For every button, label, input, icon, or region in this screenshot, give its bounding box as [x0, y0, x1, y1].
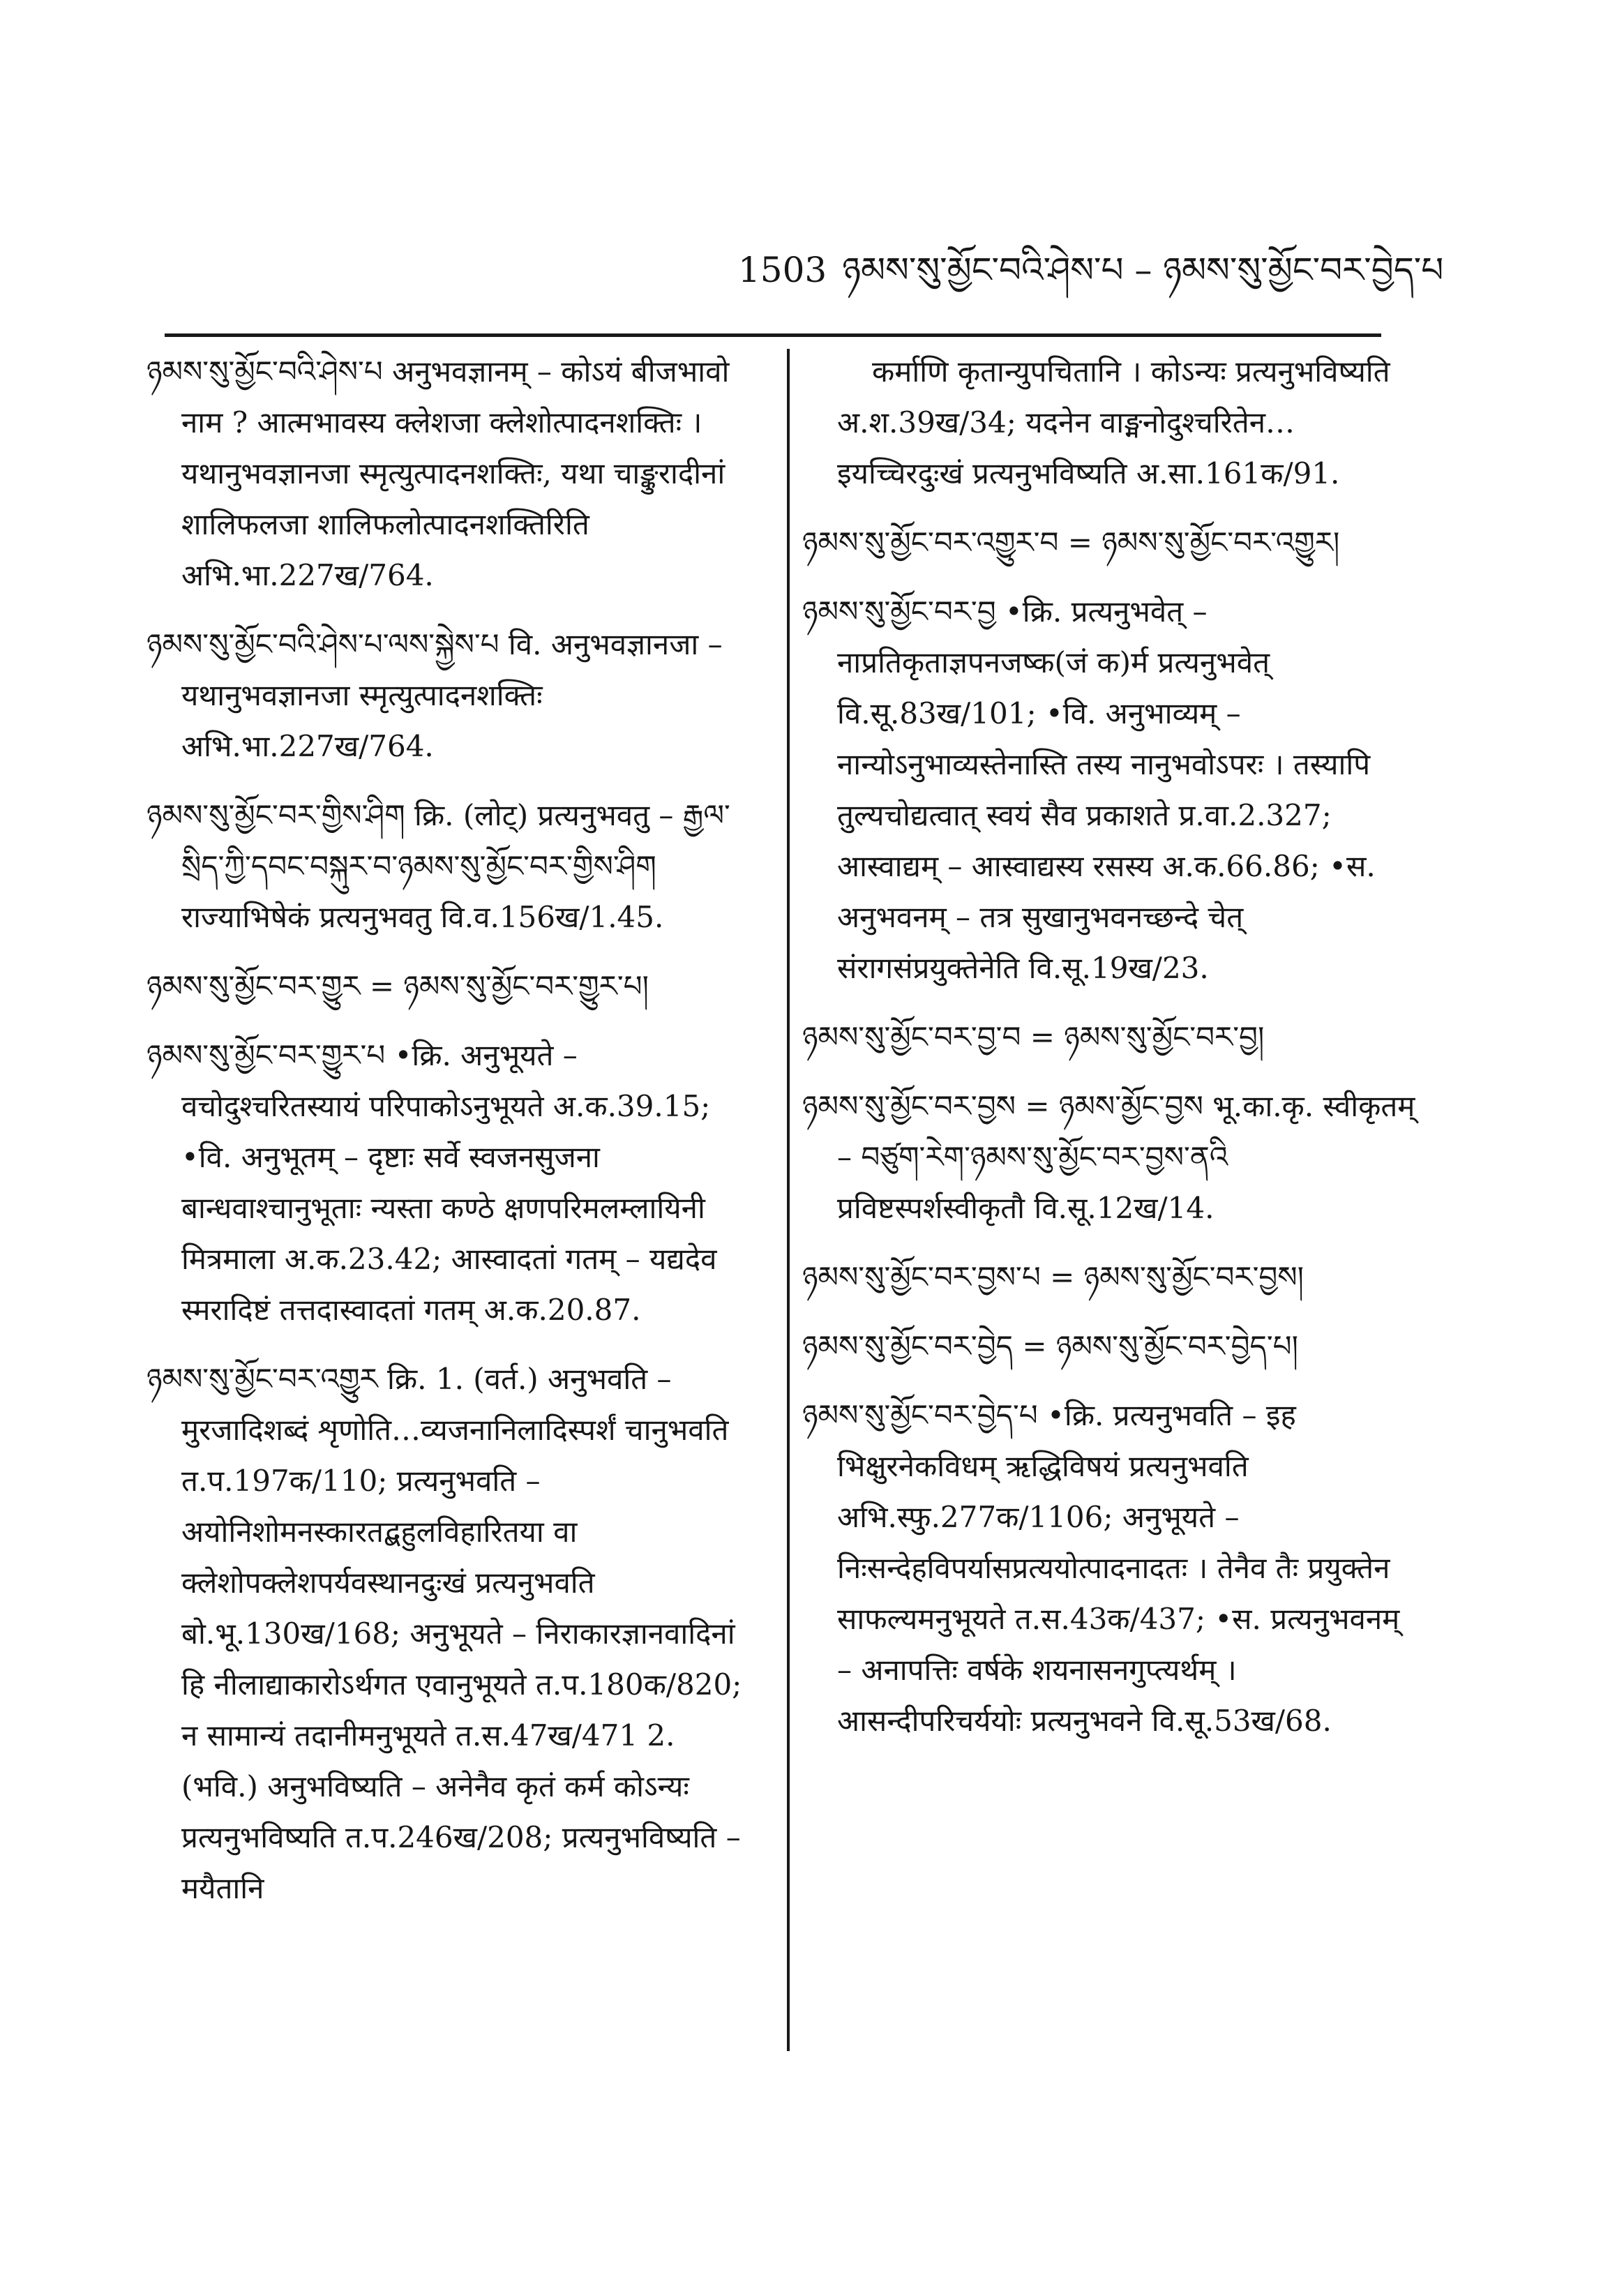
dictionary-entry-continued: कर्माणि कृतान्युपचितानि । कोऽन्यः प्रत्यनुभविष्यति अ.श.39ख/34; यदनेन वाङ्मनोदुश्चरितेन… इयच्चिरदुःखं प्रत्यनुभविष्यति अ.सा.161क/91. [837, 354, 1390, 490]
dictionary-entry: ཉམས་སུ་མྱོང་བར་འགྱུར क्रि. 1. (वर्त.) अनुभवति – मुरजादिशब्दं शृणोति…व्यजनानिलादिस्पर्शं चानुभवति त.प.197क/110; प्रत्यनुभवति – अयोनिशोमनस्कारतद्बहुलविहारितया वा क्लेशोपक्लेशपर्यवस्थानदुःखं प्रत्यनुभवति बो.भू.130ख/168; अनुभूयते – निराकारज्ञानवादिनां हि नीलाद्याकारोऽर्थगत एवानुभूयते त.प.180क/820; न सामान्यं तदानीमनुभूयते त.स.47ख/471 2. (भवि.) अनुभविष्यति – अनेनैव कृतं कर्म कोऽन्यः प्रत्यनुभविष्यति त.प.246ख/208; प्रत्यनुभविष्यति – मयैतानि [146, 1362, 742, 1905]
column-divider [787, 349, 790, 2051]
running-head: ཉམས་སུ་མྱོང་བའི་ཤེས་པ – ཉམས་སུ་མྱོང་བར་བྱེད་པ [842, 250, 1444, 290]
dictionary-entry: ཉམས་སུ་མྱོང་བར་བྱས་པ = ཉམས་སུ་མྱོང་བར་བྱས། [802, 1260, 1304, 1294]
header-rule [165, 333, 1381, 337]
left-column [146, 346, 760, 1932]
dictionary-entry: ཉམས་སུ་མྱོང་བར་བྱེད་པ •क्रि. प्रत्यनुभवति – इह भिक्षुरनेकविधम् ऋद्धिविषयं प्रत्यनुभवति अभि.स्फु.277क/1106; अनुभूयते – निःसन्देहविपर्यासप्रत्ययोत्पादनादतः । तेनैव तैः प्रयुक्तेन साफल्यमनुभूयते त.स.43क/437; •स. प्रत्यनुभवनम् – अनापत्तिः वर्षके शयनासनगुप्त्यर्थम् । आसन्दीपरिचर्ययोः प्रत्यनुभवने वि.सू.53ख/68. [802, 1398, 1400, 1738]
dictionary-entry: ཉམས་སུ་མྱོང་བར་བྱས = ཉམས་མྱོང་བྱས भू.का.कृ. स्वीकृतम् – བཙུག་རེག་ཉམས་སུ་མྱོང་བར་བྱས་ནའི प्रविष्टस्पर्शस्वीकृतौ वि.सू.12ख/14. [802, 1089, 1415, 1225]
dictionary-entry: ཉམས་སུ་མྱོང་བར་བྱ་བ = ཉམས་སུ་མྱོང་བར་བྱ། [802, 1020, 1265, 1054]
dictionary-entry: ཉམས་སུ་མྱོང་བར་གྱུར = ཉམས་སུ་མྱོང་བར་གྱུར་པ། [146, 969, 649, 1003]
dictionary-entry: ཉམས་སུ་མྱོང་བར་གྱུར་པ •क्रि. अनुभूयते – वचोदुश्चरितस्यायं परिपाकोऽनुभूयते अ.क.39.15; •वि. अनुभूतम् – दृष्टाः सर्वे स्वजनसुजना बान्धवाश्चानुभूताः न्यस्ता कण्ठे क्षणपरिमलम्लायिनी मित्रमाला अ.क.23.42; आस्वादतां गतम् – यद्यदेव स्मरादिष्टं तत्तदास्वादतां गतम् अ.क.20.87. [146, 1038, 717, 1327]
page-number: 1503 [738, 250, 827, 290]
dictionary-entry: ཉམས་སུ་མྱོང་བར་བྱེད = ཉམས་སུ་མྱོང་བར་བྱེད་པ། [802, 1329, 1298, 1363]
dictionary-entry: ཉམས་སུ་མྱོང་བར་འགྱུར་བ = ཉམས་སུ་མྱོང་བར་འགྱུར། [802, 525, 1340, 560]
page-header [738, 246, 1443, 294]
dictionary-entry: ཉམས་སུ་མྱོང་བའི་ཤེས་པ अनुभवज्ञानम् – कोऽयं बीजभावो नाम ? आत्मभावस्य क्लेशजा क्लेशोत्पादनशक्तिः । यथानुभवज्ञानजा स्मृत्युत्पादनशक्तिः, यथा चाङ्कुरादीनां शालिफलजा शालिफलोत्पादनशक्तिरिति अभि.भा.227ख/764. [146, 354, 730, 592]
dictionary-entry: ཉམས་སུ་མྱོང་བའི་ཤེས་པ་ལས་སྐྱེས་པ वि. अनुभवज्ञानजा – यथानुभवज्ञानजा स्मृत्युत्पादनशक्तिः अभि.भा.227ख/764. [146, 627, 723, 763]
right-column [802, 346, 1416, 1764]
dictionary-entry: ཉམས་སུ་མྱོང་བར་བྱ •क्रि. प्रत्यनुभवेत् – नाप्रतिकृताज्ञपनजष्क(जं क)र्म प्रत्यनुभवेत् वि.सू.83ख/101; •वि. अनुभाव्यम् – नान्योऽनुभाव्यस्तेनास्ति तस्य नानुभवोऽपरः । तस्यापि तुल्यचोद्यत्वात् स्वयं सैव प्रकाशते प्र.वा.2.327; आस्वाद्यम् – आस्वाद्यस्य रसस्य अ.क.66.86; •स. अनुभवनम् – तत्र सुखानुभवनच्छन्दे चेत् संरागसंप्रयुक्तेनेति वि.सू.19ख/23. [802, 594, 1376, 985]
dictionary-entry: ཉམས་སུ་མྱོང་བར་གྱིས་ཤིག क्रि. (लोट्) प्रत्यनुभवतु – རྒྱལ་སྲིད་ཀྱི་དབང་བསྐུར་བ་ཉམས་སུ་མྱོང་བར་གྱིས་ཤིག राज्याभिषेकं प्रत्यनुभवतु वि.व.156ख/1.45. [146, 798, 730, 934]
